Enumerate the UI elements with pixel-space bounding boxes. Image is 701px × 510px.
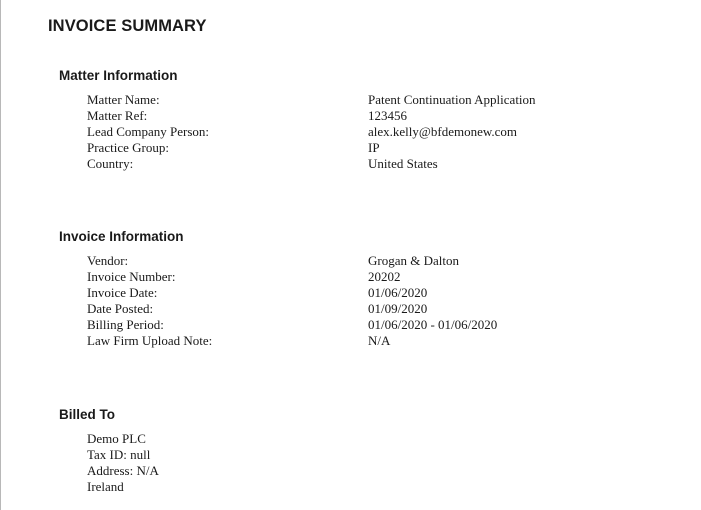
matter-ref-row: [87, 108, 407, 124]
invoice-number-row: [87, 269, 401, 285]
date-posted-value: 01/09/2020: [368, 301, 428, 316]
invoice-number-value: 20202: [368, 269, 401, 284]
practice-group-row: [87, 140, 380, 156]
invoice-information-rows: [87, 253, 498, 349]
billed-to-lines: [87, 431, 159, 495]
billed-to-heading: Billed To: [59, 407, 115, 422]
country-value: United States: [368, 156, 438, 171]
billed-to-tax-id: Tax ID: null: [87, 447, 151, 462]
law-firm-upload-note-row: [87, 333, 391, 349]
matter-ref-label: Matter Ref:: [87, 108, 148, 123]
invoice-information-section: [59, 228, 498, 349]
date-posted-row: [87, 301, 428, 317]
billed-to-section: [59, 406, 159, 495]
invoice-date-label: Invoice Date:: [87, 285, 158, 300]
matter-information-section: [59, 67, 536, 172]
billed-to-country: Ireland: [87, 479, 124, 494]
invoice-date-value: 01/06/2020: [368, 285, 428, 300]
law-firm-upload-note-label: Law Firm Upload Note:: [87, 333, 213, 348]
practice-group-label: Practice Group:: [87, 140, 169, 155]
billing-period-label: Billing Period:: [87, 317, 164, 332]
country-label: Country:: [87, 156, 134, 171]
lead-company-person-label: Lead Company Person:: [87, 124, 210, 139]
matter-ref-value: 123456: [368, 108, 407, 123]
lead-company-person-row: [87, 124, 518, 140]
billed-to-address: Address: N/A: [87, 463, 159, 478]
billing-period-row: [87, 317, 498, 333]
matter-name-row: [87, 92, 536, 108]
vendor-row: [87, 253, 459, 269]
invoice-information-heading: Invoice Information: [59, 229, 184, 244]
matter-information-heading: Matter Information: [59, 68, 178, 83]
matter-information-rows: [87, 92, 536, 172]
billed-to-company: Demo PLC: [87, 431, 146, 446]
lead-company-person-value: alex.kelly@bfdemonew.com: [368, 124, 518, 139]
law-firm-upload-note-value: N/A: [368, 333, 391, 348]
billing-period-value: 01/06/2020 - 01/06/2020: [368, 317, 498, 332]
matter-name-value: Patent Continuation Application: [368, 92, 536, 107]
matter-name-label: Matter Name:: [87, 92, 160, 107]
country-row: [87, 156, 438, 172]
invoice-date-row: [87, 285, 428, 301]
practice-group-value: IP: [368, 140, 380, 155]
page-left-border: [0, 0, 1, 510]
page-title: INVOICE SUMMARY: [48, 17, 207, 35]
date-posted-label: Date Posted:: [87, 301, 154, 316]
vendor-label: Vendor:: [87, 253, 129, 268]
vendor-value: Grogan & Dalton: [368, 253, 459, 268]
invoice-number-label: Invoice Number:: [87, 269, 176, 284]
